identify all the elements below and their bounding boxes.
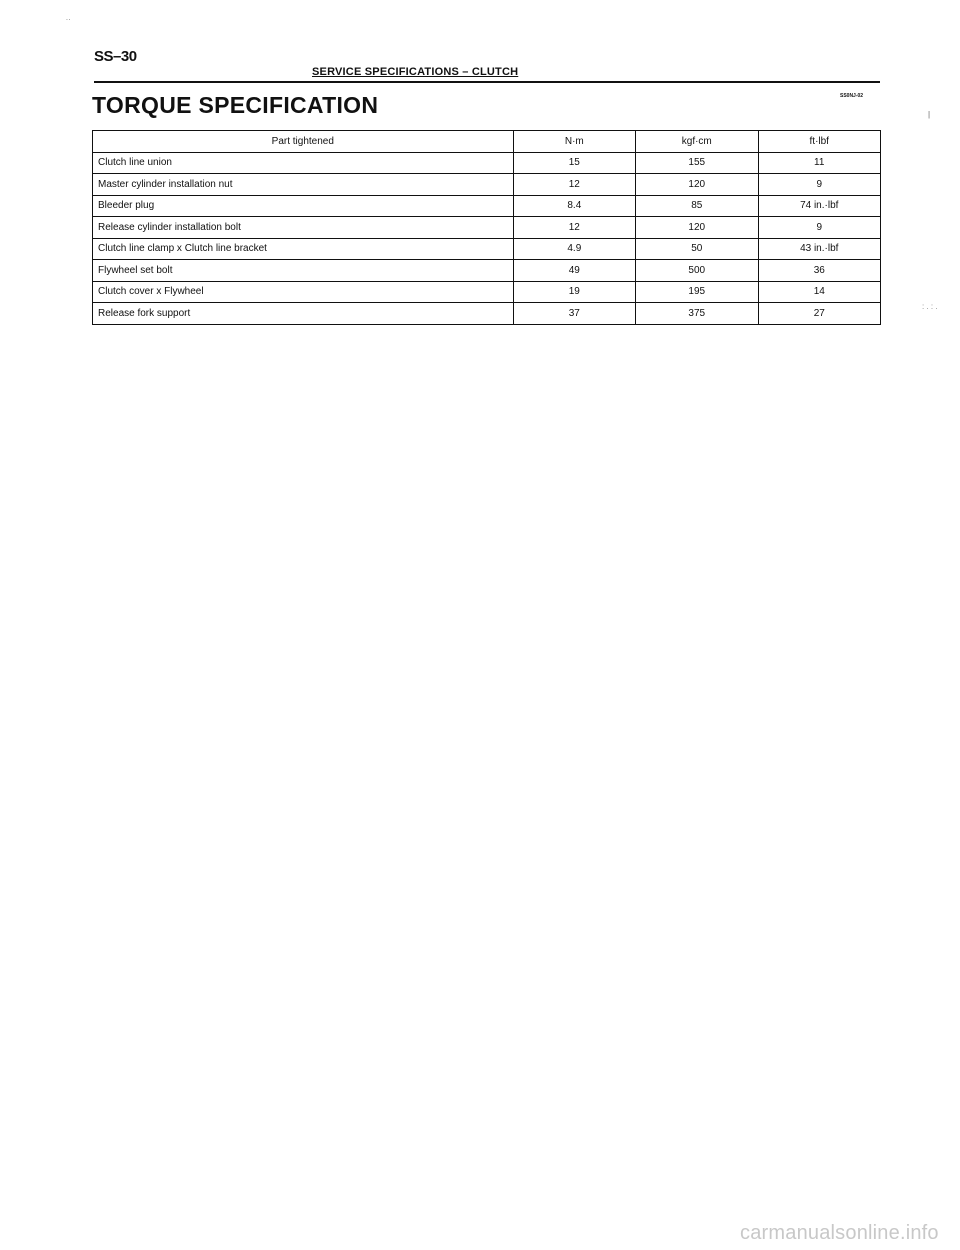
kgfcm-cell: 120 xyxy=(636,217,758,239)
part-cell: Bleeder plug xyxy=(93,195,514,217)
ftlbf-cell: 43 in.·lbf xyxy=(758,238,881,260)
scan-speck: ˙˙ xyxy=(66,18,72,27)
page-title: TORQUE SPECIFICATION xyxy=(92,92,379,118)
nm-cell: 19 xyxy=(513,281,635,303)
ftlbf-cell: 9 xyxy=(758,174,881,196)
ftlbf-cell: 11 xyxy=(758,152,881,174)
header-ftlbf: ft·lbf xyxy=(758,131,881,153)
part-cell: Flywheel set bolt xyxy=(93,260,514,282)
header-kgfcm: kgf·cm xyxy=(636,131,758,153)
ftlbf-cell: 36 xyxy=(758,260,881,282)
kgfcm-cell: 50 xyxy=(636,238,758,260)
part-cell: Clutch line union xyxy=(93,152,514,174)
nm-cell: 15 xyxy=(513,152,635,174)
nm-cell: 49 xyxy=(513,260,635,282)
reference-code: SS0NJ-02 xyxy=(840,93,864,99)
table-row xyxy=(93,260,881,282)
table-row xyxy=(93,195,881,217)
ftlbf-cell: 14 xyxy=(758,281,881,303)
nm-cell: 4.9 xyxy=(513,238,635,260)
kgfcm-cell: 375 xyxy=(636,303,758,325)
part-cell: Master cylinder installation nut xyxy=(93,174,514,196)
table-row xyxy=(93,152,881,174)
nm-cell: 37 xyxy=(513,303,635,325)
kgfcm-cell: 195 xyxy=(636,281,758,303)
ftlbf-cell: 27 xyxy=(758,303,881,325)
nm-cell: 12 xyxy=(513,217,635,239)
torque-spec-table xyxy=(92,130,881,325)
kgfcm-cell: 155 xyxy=(636,152,758,174)
page-code: SS–30 xyxy=(94,48,137,65)
kgfcm-cell: 85 xyxy=(636,195,758,217)
table-row xyxy=(93,238,881,260)
table-row xyxy=(93,217,881,239)
part-cell: Clutch cover x Flywheel xyxy=(93,281,514,303)
ftlbf-cell: 74 in.·lbf xyxy=(758,195,881,217)
kgfcm-cell: 500 xyxy=(636,260,758,282)
header-rule xyxy=(94,81,880,83)
nm-cell: 8.4 xyxy=(513,195,635,217)
part-cell: Clutch line clamp x Clutch line bracket xyxy=(93,238,514,260)
part-cell: Release fork support xyxy=(93,303,514,325)
ftlbf-cell: 9 xyxy=(758,217,881,239)
table-row xyxy=(93,174,881,196)
header-nm: N·m xyxy=(513,131,635,153)
part-cell: Release cylinder installation bolt xyxy=(93,217,514,239)
section-header: SERVICE SPECIFICATIONS – CLUTCH xyxy=(312,66,519,78)
header-part-tightened: Part tightened xyxy=(93,131,514,153)
table-header-row xyxy=(93,131,881,153)
watermark: carmanualsonline.info xyxy=(740,1222,939,1244)
kgfcm-cell: 120 xyxy=(636,174,758,196)
scan-speck: | xyxy=(928,110,931,119)
table-row xyxy=(93,303,881,325)
nm-cell: 12 xyxy=(513,174,635,196)
table-row xyxy=(93,281,881,303)
scan-speck: : . : . xyxy=(922,302,938,311)
